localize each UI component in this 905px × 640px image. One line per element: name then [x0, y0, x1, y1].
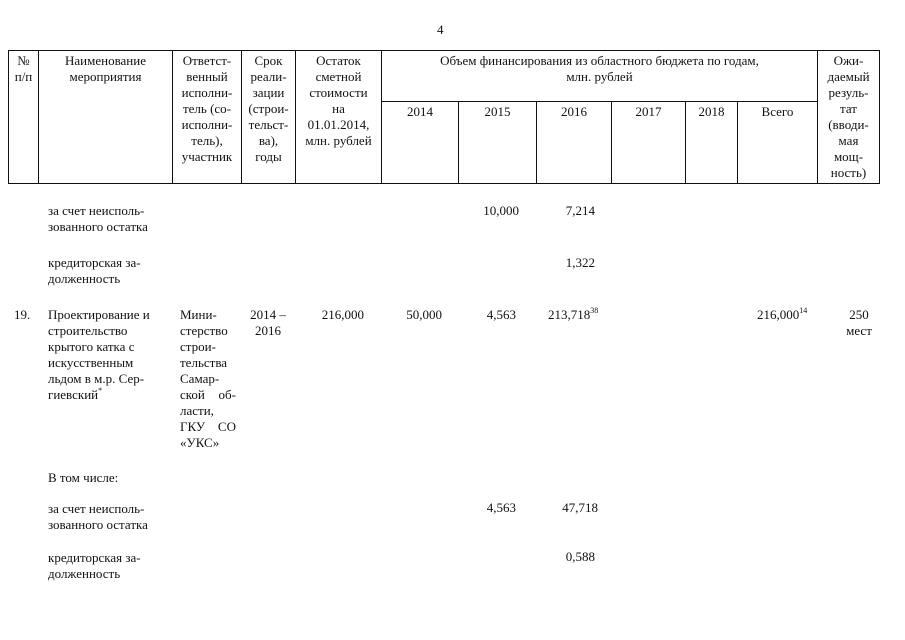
- row19-2016: 213,718$^{38}$: [548, 306, 599, 322]
- header-name: Наименование мероприятия: [39, 51, 173, 184]
- footnote-marker: *: [98, 386, 103, 395]
- row19-responsible: Мини- стерство строи- тельства Самар- ской об- ласти, ГКУ СО «УКС»: [180, 307, 236, 450]
- header-year-2016: 2016: [537, 101, 612, 183]
- row-debt1-label: кредиторская за- долженность: [48, 255, 141, 286]
- header-term: Срок реали- зации (строи- тельст- ва), годы: [242, 51, 296, 184]
- header-num: № п/п: [9, 51, 39, 184]
- table-header: [8, 50, 880, 184]
- header-responsible: Ответст- венный исполни- тель (со- исполни- тель), участник: [173, 51, 242, 184]
- footnote-marker: 14: [799, 306, 808, 315]
- row19-2015: 4,563: [486, 307, 516, 322]
- row-unused2-label: за счет неисполь- зованного остатка: [48, 501, 148, 532]
- row19-term: 2014 – 2016: [250, 307, 286, 338]
- row-unused1-2015: 10,000: [483, 203, 519, 218]
- header-funding: Объем финансирования из областного бюджета по годам, млн. рублей: [382, 51, 818, 102]
- including-label: В том числе:: [48, 470, 119, 485]
- page-number: 4: [437, 22, 444, 37]
- row19-num: 19.: [14, 307, 31, 322]
- row-unused2-2016: 47,718: [562, 500, 598, 515]
- row19-name: Проектирование и строительство крытого катка с искусственным льдом в м.р. Сер- гиевский*: [48, 307, 150, 402]
- row19-balance: 216,000: [321, 307, 364, 322]
- header-year-2017: 2017: [612, 101, 686, 183]
- header-year-2018: 2018: [686, 101, 738, 183]
- row19-total: 216,000$^{14}$: [757, 306, 808, 322]
- row-unused1-label: за счет неисполь- зованного остатка: [48, 203, 148, 234]
- header-year-2015: 2015: [459, 101, 537, 183]
- header-year-total: Всего: [738, 101, 818, 183]
- row-unused2-2015: 4,563: [486, 500, 516, 515]
- row-debt2-2016: 0,588: [565, 549, 595, 564]
- header-balance: Остаток сметной стоимости на 01.01.2014, млн. рублей: [296, 51, 382, 184]
- header-result: Ожи- даемый резуль- тат (вводи- мая мощ- ность): [818, 51, 880, 184]
- footnote-marker: 38: [590, 306, 599, 315]
- row19-2014: 50,000: [406, 307, 442, 322]
- header-year-2014: 2014: [382, 101, 459, 183]
- row-unused1-2016: 7,214: [565, 203, 595, 218]
- row-debt1-2016: 1,322: [565, 255, 595, 270]
- row19-result: 250 мест: [846, 307, 872, 338]
- row-debt2-label: кредиторская за- долженность: [48, 550, 141, 581]
